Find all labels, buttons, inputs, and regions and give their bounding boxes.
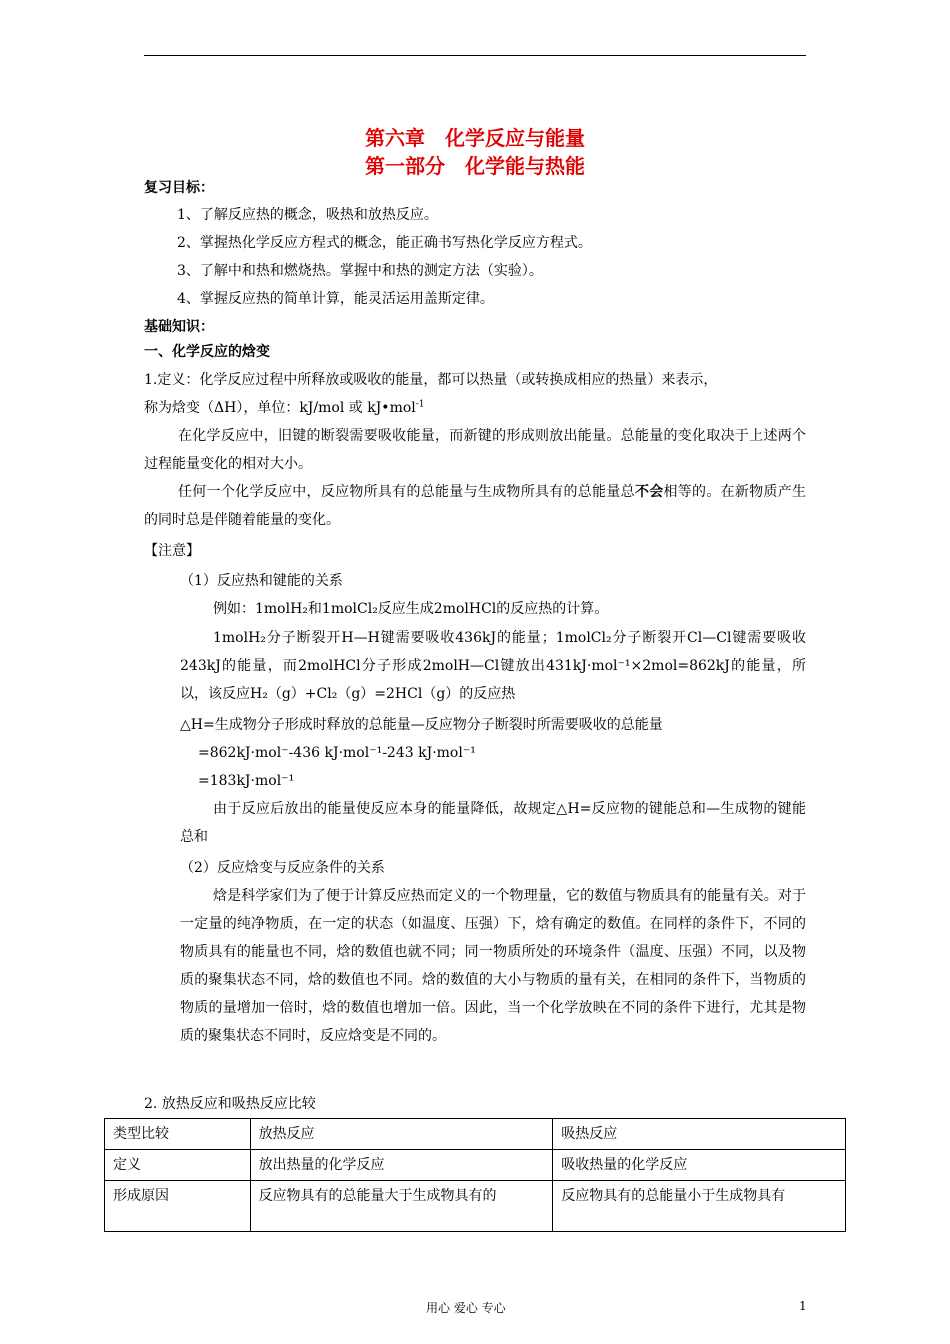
- table-cell: 反应物具有的总能量大于生成物具有的: [250, 1181, 553, 1232]
- definition-unit: [144, 398, 425, 418]
- subsection-heading: （1）反应热和键能的关系: [180, 573, 343, 589]
- table-cell: 放热反应: [250, 1119, 553, 1150]
- calculation-step: =862kJ·mol⁻-436 kJ·mol⁻¹-243 kJ·mol⁻¹: [198, 745, 476, 761]
- enthalpy-paragraph: 焓是科学家们为了便于计算反应热而定义的一个物理量，它的数值与物质具有的能量有关。对于一定量的纯净物质，在一定的状态（如温度、压强）下，焓有确定的数值。在同样的条件下，不同的物质具有的能量也不同，焓的数值也就不同；同一物质所处的环境条件（温度、压强）不同，以及物质的聚集状态不同，焓的数值也不同。焓的数值的大小与物质的量有关，在相同的条件下，当物质的物质的量增加一倍时，焓的数值也增加一倍。因此，当一个化学放映在不同的条件下进行，尤其是物质的聚集状态不同时，反应焓变是不同的。: [180, 888, 806, 1044]
- conservation-paragraph: [144, 478, 806, 534]
- table-cell: 类型比较: [105, 1119, 251, 1150]
- footer-motto: 用心 爱心 专心: [426, 1301, 506, 1315]
- unit-superscript: -1: [415, 399, 425, 410]
- bond-energy-paragraph: 1molH₂分子断裂开H—H键需要吸收436kJ的能量；1molCl₂分子断裂开Cl—Cl键需要吸收243kJ的能量，而2molHCl分子形成2molH—Cl键放出431kJ·mol⁻¹×2mol=862kJ的能量，所以，该反应H₂（g）+Cl₂（g）=2HCl（g）的反应热: [180, 630, 806, 702]
- header-rule: [144, 55, 806, 56]
- part-title: 第一部分 化学能与热能: [365, 154, 585, 178]
- table-cell: 形成原因: [105, 1181, 251, 1232]
- goal-item: 2、掌握热化学反应方程式的概念，能正确书写热化学反应方程式。: [177, 235, 592, 251]
- table-row: [105, 1150, 846, 1181]
- goals-heading: 复习目标：: [144, 180, 214, 196]
- goal-item: 3、了解中和热和燃烧热。掌握中和热的测定方法（实验）。: [177, 263, 543, 279]
- delta-h-definition: △H=生成物分子形成时释放的总能量—反应物分子断裂时所需要吸收的总能量: [180, 717, 663, 733]
- comparison-heading: 2. 放热反应和吸热反应比较: [144, 1096, 316, 1112]
- table-cell: 定义: [105, 1150, 251, 1181]
- table-row: [105, 1119, 846, 1150]
- section-heading: 一、化学反应的焓变: [144, 344, 270, 360]
- energy-paragraph: 在化学反应中，旧键的断裂需要吸收能量，而新键的形成则放出能量。总能量的变化取决于上述两个过程能量变化的相对大小。: [144, 428, 806, 472]
- table-cell: 吸收热量的化学反应: [553, 1150, 846, 1181]
- comparison-table: [104, 1118, 846, 1232]
- emphasis-text: 不会: [634, 484, 664, 500]
- basics-heading: 基础知识：: [144, 319, 214, 335]
- definition-line: 1.定义：化学反应过程中所释放或吸收的能量，都可以热量（或转换成相应的热量）来表示，: [144, 372, 718, 388]
- conservation-text-a: 任何一个化学反应中，反应物所具有的总能量与生成物所具有的总能量总: [178, 484, 635, 500]
- calculation-result: =183kJ·mol⁻¹: [198, 773, 295, 789]
- table-cell: 吸热反应: [553, 1119, 846, 1150]
- conservation-text-b: 相等的。在新物质产生的同时总是伴随着能量的变化。: [144, 484, 807, 528]
- definition-unit-text: 称为焓变（ΔH），单位：kJ/mol 或 kJ•mol: [144, 400, 416, 416]
- goal-item: 1、了解反应热的概念，吸热和放热反应。: [177, 207, 438, 223]
- table-cell: 反应物具有的总能量小于生成物具有: [553, 1181, 846, 1232]
- table-row: [105, 1181, 846, 1232]
- chapter-title: 第六章 化学反应与能量: [365, 126, 585, 150]
- goal-item: 4、掌握反应热的简单计算，能灵活运用盖斯定律。: [177, 291, 494, 307]
- note-heading: 【注意】: [144, 543, 200, 559]
- page-number: 1: [799, 1299, 807, 1313]
- example-line: 例如：1molH₂和1molCl₂反应生成2molHCl的反应热的计算。: [213, 601, 609, 617]
- subsection-heading: （2）反应焓变与反应条件的关系: [180, 860, 385, 876]
- sign-rule-paragraph: 由于反应后放出的能量使反应本身的能量降低，故规定△H=反应物的键能总和—生成物的键能总和: [180, 801, 806, 845]
- table-cell: 放出热量的化学反应: [250, 1150, 553, 1181]
